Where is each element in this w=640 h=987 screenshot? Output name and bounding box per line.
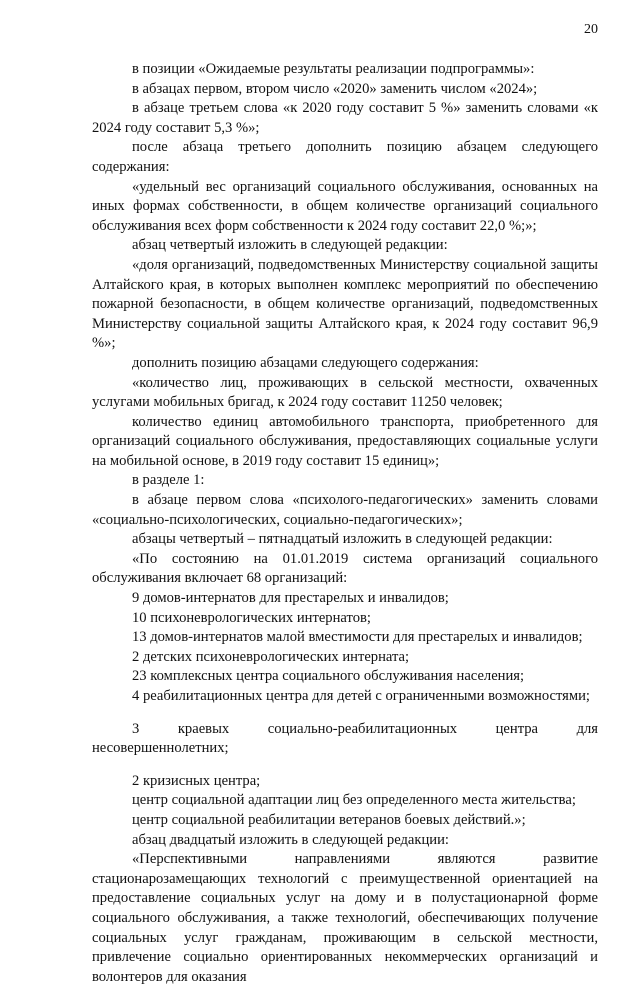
document-body xyxy=(92,60,598,987)
paragraph: «Перспективными направлениями являются развитие стационарозамещающих технологий с преимущественной ориентацией на предоставление социальных услуг на дому и в полустационарной форме социального обслуживания, а также технологий, обеспечивающих получение социальных услуг гражданам, проживающим в сельской местности, привлечение социально ориентированных некоммерческих организаций и волонтеров для оказания xyxy=(92,851,598,985)
list-item: 2 детских психоневрологических интерната; xyxy=(132,648,410,665)
paragraph: «доля организаций, подведомственных Министерству социальной защиты Алтайского края, в которых выполнен комплекс мероприятий по обеспечению пожарной безопасности, в общем количестве организаций, подведомственных Министерству социальной защиты Алтайского края, к 2024 году составит 96,9 %»; xyxy=(92,256,598,352)
list-item: 13 домов-интернатов малой вместимости для престарелых и инвалидов; xyxy=(132,629,583,646)
page-number: 20 xyxy=(584,22,598,37)
list-item: центр социальной адаптации лиц без определенного места жительства; xyxy=(132,792,576,809)
paragraph: в абзаце первом слова «психолого-педагогических» заменить словами «социально-психологических, социально-педагогических»; xyxy=(92,492,598,528)
paragraph: в абзаце третьем слова «к 2020 году составит 5 %» заменить словами «к 2024 году составит 5,3 %»; xyxy=(92,100,598,136)
list-item: центр социальной реабилитации ветеранов боевых действий.»; xyxy=(132,811,526,828)
list-item: 10 психоневрологических интернатов; xyxy=(132,609,371,626)
list-item: 3 краевых социально-реабилитационных центра для несовершеннолетних; xyxy=(92,720,598,757)
paragraph: «количество лиц, проживающих в сельской местности, охваченных услугами мобильных бригад, к 2024 году составит 11250 человек; xyxy=(92,374,598,411)
paragraph: в разделе 1: xyxy=(132,472,205,489)
list-item: 23 комплексных центра социального обслуживания населения; xyxy=(132,668,525,685)
paragraph: количество единиц автомобильного транспорта, приобретенного для организаций социального обслуживания, предоставляющих социальные услуги на мобильной основе, в 2019 году составит 15 единиц»; xyxy=(92,413,598,469)
paragraph: «удельный вес организаций социального обслуживания, основанных на иных формах собственности, в общем количестве организаций социального обслуживания всех форм собственности к 2024 году составит 22,0 %;»; xyxy=(92,178,598,234)
paragraph: абзацы четвертый – пятнадцатый изложить в следующей редакции: xyxy=(132,531,553,548)
paragraph: в позиции «Ожидаемые результаты реализации подпрограммы»: xyxy=(132,61,535,77)
paragraph: дополнить позицию абзацами следующего содержания: xyxy=(132,354,479,371)
list-item: 4 реабилитационных центра для детей с ограниченными возможностями; xyxy=(132,688,590,704)
paragraph: в абзацах первом, втором число «2020» заменить числом «2024»; xyxy=(132,80,538,97)
paragraph: «По состоянию на 01.01.2019 система организаций социального обслуживания включает 68 организаций: xyxy=(92,550,598,587)
paragraph: после абзаца третьего дополнить позицию абзацем следующего содержания: xyxy=(92,139,598,175)
list-item: 9 домов-интернатов для престарелых и инвалидов; xyxy=(132,590,449,607)
paragraph: абзац двадцатый изложить в следующей редакции: xyxy=(132,831,449,848)
list-item: 2 кризисных центра; xyxy=(132,772,261,789)
paragraph: абзац четвертый изложить в следующей редакции: xyxy=(132,237,448,254)
